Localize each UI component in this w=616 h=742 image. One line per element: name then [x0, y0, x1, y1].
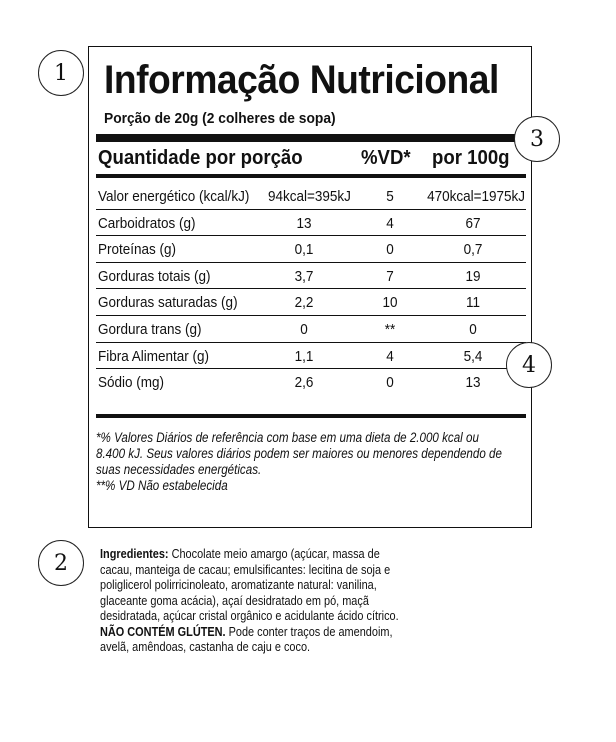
daily-value-percent: 0	[386, 241, 394, 259]
per-100g-value: 67	[465, 214, 481, 232]
portion-value: 2,6	[294, 374, 314, 392]
footnote-line: **% VD Não estabelecida	[96, 478, 228, 493]
footnote-line: *% Valores Diários de referência com base em uma dieta de 2.000 kcal ou	[96, 430, 479, 445]
footnote-line: suas necessidades energéticas.	[96, 462, 262, 477]
gluten-warning: NÃO CONTÉM GLÚTEN.	[100, 623, 226, 639]
ingredients-line: avelã, amêndoas, castanha de caju e coco.	[100, 639, 311, 654]
portion-value: 2,2	[294, 294, 314, 312]
portion-value: 13	[296, 214, 312, 232]
footnote	[96, 430, 502, 494]
row-divider	[96, 315, 526, 316]
header-quantity: Quantidade por porção	[98, 147, 303, 169]
row-divider	[96, 209, 526, 210]
nutrient-name: Valor energético (kcal/kJ)	[98, 188, 250, 205]
row-divider	[96, 342, 526, 343]
nutrient-name: Gorduras totais (g)	[98, 267, 211, 285]
bottom-divider	[96, 414, 526, 418]
top-divider	[96, 134, 526, 142]
nutrient-row	[96, 344, 526, 370]
callout-4: 4	[506, 342, 552, 388]
footnote-line: 8.400 kJ. Seus valores diários podem ser maiores ou menores dependendo de	[96, 446, 502, 461]
per-100g-value: 13	[465, 374, 481, 392]
ingredients-line-text: Chocolate meio amargo (açúcar, massa de	[168, 546, 380, 561]
ingredients-line	[100, 546, 402, 562]
per-100g-value: 0,7	[463, 241, 483, 259]
ingredients-line: poliglicerol polirricinoleato, aromatizante natural: vanilina,	[100, 577, 377, 592]
daily-value-percent: 10	[382, 294, 398, 312]
ingredients-line: cacau, manteiga de cacau; emulsificantes: lecitina de soja e	[100, 561, 391, 577]
row-divider	[96, 235, 526, 236]
callout-2: 2	[38, 540, 84, 586]
nutrient-row	[96, 184, 526, 210]
row-divider	[96, 368, 526, 369]
daily-value-percent: 7	[386, 267, 394, 285]
header-vd: %VD*	[361, 147, 411, 169]
per-100g-value: 19	[465, 267, 481, 285]
portion-value: 0	[300, 321, 308, 338]
nutrient-name: Carboidratos (g)	[98, 214, 196, 232]
callout-1: 1	[38, 50, 84, 96]
ingredients-text	[100, 546, 402, 655]
per-100g-value: 470kcal=1975kJ	[427, 188, 526, 205]
nutrient-row	[96, 317, 526, 343]
daily-value-percent: 5	[386, 188, 394, 205]
nutrient-row	[96, 264, 526, 290]
per-100g-value: 11	[465, 294, 481, 312]
nutrient-name: Fibra Alimentar (g)	[98, 347, 210, 365]
daily-value-percent: 4	[386, 347, 394, 365]
daily-value-percent: 0	[386, 374, 394, 392]
ingredients-heading: Ingredientes:	[100, 546, 169, 561]
nutrient-row	[96, 370, 526, 396]
ingredients-line: desidratada, açúcar cristal orgânico e acidulante ácido cítrico.	[100, 608, 399, 623]
per-100g-value: 5,4	[463, 347, 483, 365]
ingredients-line: glaceante goma acácia), açaí desidratado em pó, maçã	[100, 592, 369, 608]
nutrient-row	[96, 290, 526, 316]
header-divider	[96, 174, 526, 178]
header-per-100g: por 100g	[432, 147, 510, 169]
nutrient-name: Gordura trans (g)	[98, 321, 202, 338]
row-divider	[96, 288, 526, 289]
nutrient-row	[96, 237, 526, 263]
label-title: Informação Nutricional	[104, 58, 499, 102]
allergen-text: Pode conter traços de amendoim,	[225, 623, 393, 639]
nutrient-name: Gorduras saturadas (g)	[98, 294, 238, 312]
per-100g-value: 0	[469, 321, 477, 338]
row-divider	[96, 262, 526, 263]
portion-value: 1,1	[294, 347, 314, 365]
serving-size: Porção de 20g (2 colheres de sopa)	[104, 110, 336, 127]
nutrient-name: Sódio (mg)	[98, 374, 165, 392]
daily-value-percent: **	[384, 321, 396, 338]
portion-value: 0,1	[294, 241, 314, 259]
nutrient-row	[96, 211, 526, 237]
callout-3: 3	[514, 116, 560, 162]
ingredients-line	[100, 624, 402, 640]
portion-value: 94kcal=395kJ	[268, 188, 351, 205]
nutrient-name: Proteínas (g)	[98, 241, 177, 259]
portion-value: 3,7	[294, 267, 314, 285]
daily-value-percent: 4	[386, 214, 394, 232]
